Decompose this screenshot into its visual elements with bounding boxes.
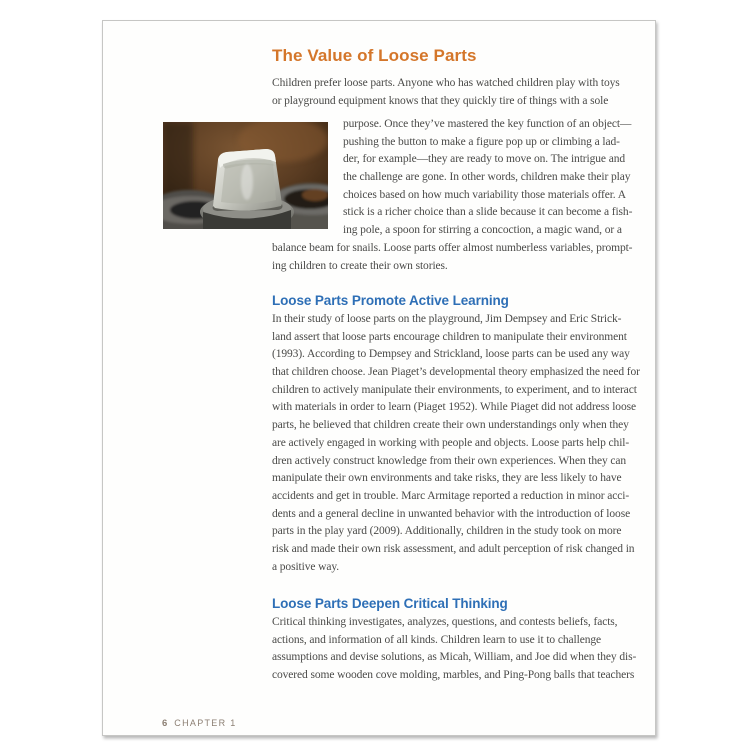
text-line: the challenge are gone. In other words, children make their play <box>343 171 631 184</box>
text-line: purpose. Once they’ve mastered the key function of an object— <box>343 118 632 130</box>
text-line: In their study of loose parts on the playground, Jim Dempsey and Eric Strick- <box>272 313 622 325</box>
page-title: The Value of Loose Parts <box>272 46 477 65</box>
text-line: that children choose. Jean Piaget’s developmental theory emphasized the need for <box>272 366 640 379</box>
section-heading-critical-thinking: Loose Parts Deepen Critical Thinking <box>272 596 508 611</box>
text-line: manipulate their own environments and take risks, they are less likely to have <box>272 472 622 485</box>
text-line: Children prefer loose parts. Anyone who has watched children play with toys <box>272 77 620 89</box>
text-line: accidents and get in trouble. Marc Armitage reported a reduction in minor acci- <box>272 489 630 502</box>
text-line: ing children to create their own stories. <box>272 259 448 272</box>
text-line: actions, and information of all kinds. Children learn to use it to challenge <box>272 633 602 646</box>
text-line: (1993). According to Dempsey and Strickland, loose parts can be used any way <box>272 348 630 361</box>
section-heading-active-learning: Loose Parts Promote Active Learning <box>272 293 509 308</box>
page-footer <box>162 718 237 729</box>
text-line: a positive way. <box>272 560 340 573</box>
text-line: choices based on how much variability those materials offer. A <box>343 188 626 201</box>
text-line: children to actively manipulate their environments, to experiment, and to interact <box>272 383 637 396</box>
loose-parts-photo-illustration <box>163 122 328 229</box>
footer-chapter-label: CHAPTER 1 <box>174 718 237 728</box>
text-line: with materials in order to learn (Piaget 1952). While Piaget did not address loose <box>272 401 636 414</box>
text-line: risk and made their own risk assessment, and adult perception of risk changed in <box>272 542 635 555</box>
text-line: land assert that loose parts encourage children to manipulate their environment <box>272 330 627 343</box>
footer-page-number: 6 <box>162 718 168 729</box>
text-line: covered some wooden cove molding, marbles, and Ping-Pong balls that teachers <box>272 669 635 682</box>
intro-paragraph-top <box>272 75 640 110</box>
text-line: dents and a general decline in unwanted behavior with the introduction of loose <box>272 507 631 520</box>
loose-parts-photo <box>163 122 328 229</box>
section-paragraph-critical-thinking <box>272 614 640 685</box>
intro-paragraph-bottom <box>272 240 640 275</box>
text-line: parts, he believed that children create their own understandings only when they <box>272 419 629 432</box>
section-paragraph-active-learning <box>272 311 640 576</box>
book-page <box>102 20 656 736</box>
text-line: parts in the play yard (2009). Additionally, children in the study took on more <box>272 525 622 538</box>
intro-paragraph-beside-photo <box>343 116 643 240</box>
text-line: balance beam for snails. Loose parts offer almost numberless variables, prompt- <box>272 242 633 254</box>
text-line: assumptions and devise solutions, as Micah, William, and Joe did when they dis- <box>272 651 637 664</box>
text-line: Critical thinking investigates, analyzes, questions, and contests beliefs, facts, <box>272 616 618 628</box>
text-line: dren actively construct knowledge from their own experiences. When they can <box>272 454 627 467</box>
text-line: are actively engaged in working with people and objects. Loose parts help chil- <box>272 436 630 449</box>
text-line: stick is a richer choice than a slide because it can become a fish- <box>343 206 633 219</box>
text-line: pushing the button to make a figure pop up or climbing a lad- <box>343 135 620 148</box>
text-line: or playground equipment knows that they quickly tire of things with a sole <box>272 94 609 107</box>
text-line: der, for example—they are ready to move on. The intrigue and <box>343 153 626 166</box>
text-line: ing pole, a spoon for stirring a concoction, a magic wand, or a <box>343 224 622 237</box>
